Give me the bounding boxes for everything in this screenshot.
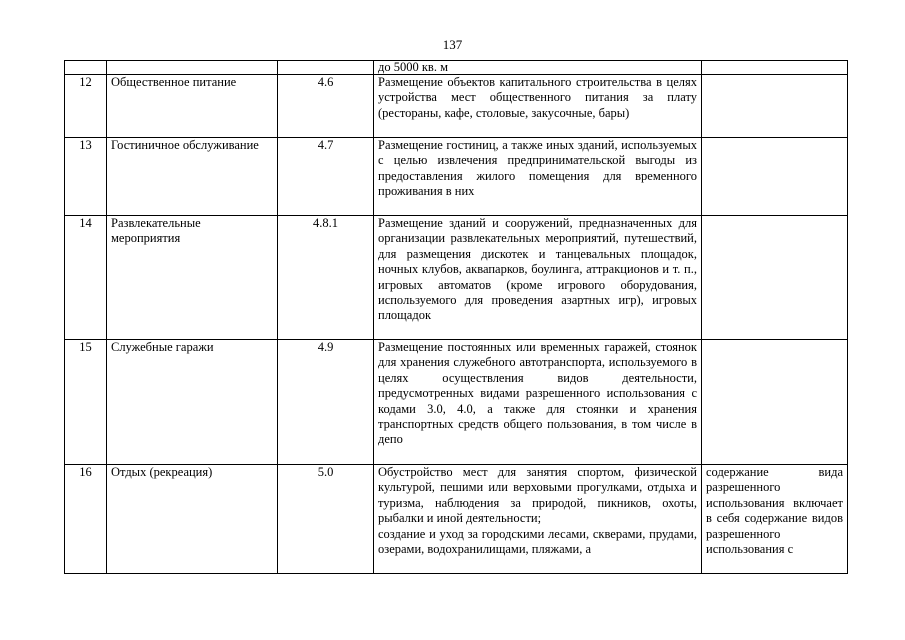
cell-code: 4.7 <box>278 138 374 216</box>
cell-name: Развлекательные мероприятия <box>107 216 278 340</box>
table-row <box>65 138 848 216</box>
cell-note <box>702 465 848 574</box>
cell-num <box>65 61 107 75</box>
cell-num: 15 <box>65 340 107 465</box>
cell-name: Гостиничное обслуживание <box>107 138 278 216</box>
cell-name: Общественное питание <box>107 75 278 138</box>
description-paragraph: Размещение постоянных или временных гаражей, стоянок для хранения служебного автотранспорта, используемого в целях осуществления видов деятельности, предусмотренных видами разрешенного использования с кодами 3.0, 4.0, а также для стоянки и хранения транспортных средств общего пользования, в том числе в депо <box>378 340 697 447</box>
cell-num: 12 <box>65 75 107 138</box>
cell-code <box>278 61 374 75</box>
table-row <box>65 340 848 465</box>
table-row <box>65 216 848 340</box>
description-paragraph: создание и уход за городскими лесами, скверами, прудами, озерами, водохранилищами, пляжами, а <box>378 526 697 557</box>
cell-name: Служебные гаражи <box>107 340 278 465</box>
cell-note <box>702 61 848 75</box>
cell-code: 4.9 <box>278 340 374 465</box>
description-paragraph: Размещение зданий и сооружений, предназначенных для организации развлекательных мероприятий, путешествий, для размещения дискотек и танцевальных площадок, ночных клубов, аквапарков, боулинга, аттракционов и т. п., игровых автоматов (кроме игрового оборудования, используемого для проведения азартных игр), игровых площадок <box>378 216 697 323</box>
cell-code: 4.8.1 <box>278 216 374 340</box>
cell-note <box>702 216 848 340</box>
cell-description <box>374 138 702 216</box>
cell-note <box>702 340 848 465</box>
land-use-table <box>64 60 848 574</box>
cell-num: 14 <box>65 216 107 340</box>
cell-num: 13 <box>65 138 107 216</box>
cell-num: 16 <box>65 465 107 574</box>
cell-name: Отдых (рекреация) <box>107 465 278 574</box>
table-row <box>65 465 848 574</box>
cell-description <box>374 216 702 340</box>
cell-description <box>374 465 702 574</box>
cell-note <box>702 75 848 138</box>
description-paragraph: Размещение объектов капитального строительства в целях устройства мест общественного питания за плату (рестораны, кафе, столовые, закусочные, бары) <box>378 75 697 120</box>
description-paragraph: Обустройство мест для занятия спортом, физической культурой, пешими или верховыми прогулками, отдыха и туризма, наблюдения за природой, пикников, охоты, рыбалки и иной деятельности; <box>378 465 697 526</box>
table-row-continued <box>65 61 848 75</box>
cell-description <box>374 75 702 138</box>
cell-code: 5.0 <box>278 465 374 574</box>
description-paragraph: Размещение гостиниц, а также иных зданий, используемых с целью извлечения предпринимательской выгоды из предоставления жилого помещения для временного проживания в них <box>378 138 697 199</box>
page-number: 137 <box>442 37 463 52</box>
table-row <box>65 75 848 138</box>
note-paragraph: содержание вида разрешенного использования включает в себя содержание видов разрешенного использования с <box>706 465 843 557</box>
cell-note <box>702 138 848 216</box>
cell-code: 4.6 <box>278 75 374 138</box>
cell-name <box>107 61 278 75</box>
cell-description: до 5000 кв. м <box>374 61 702 75</box>
cell-description <box>374 340 702 465</box>
